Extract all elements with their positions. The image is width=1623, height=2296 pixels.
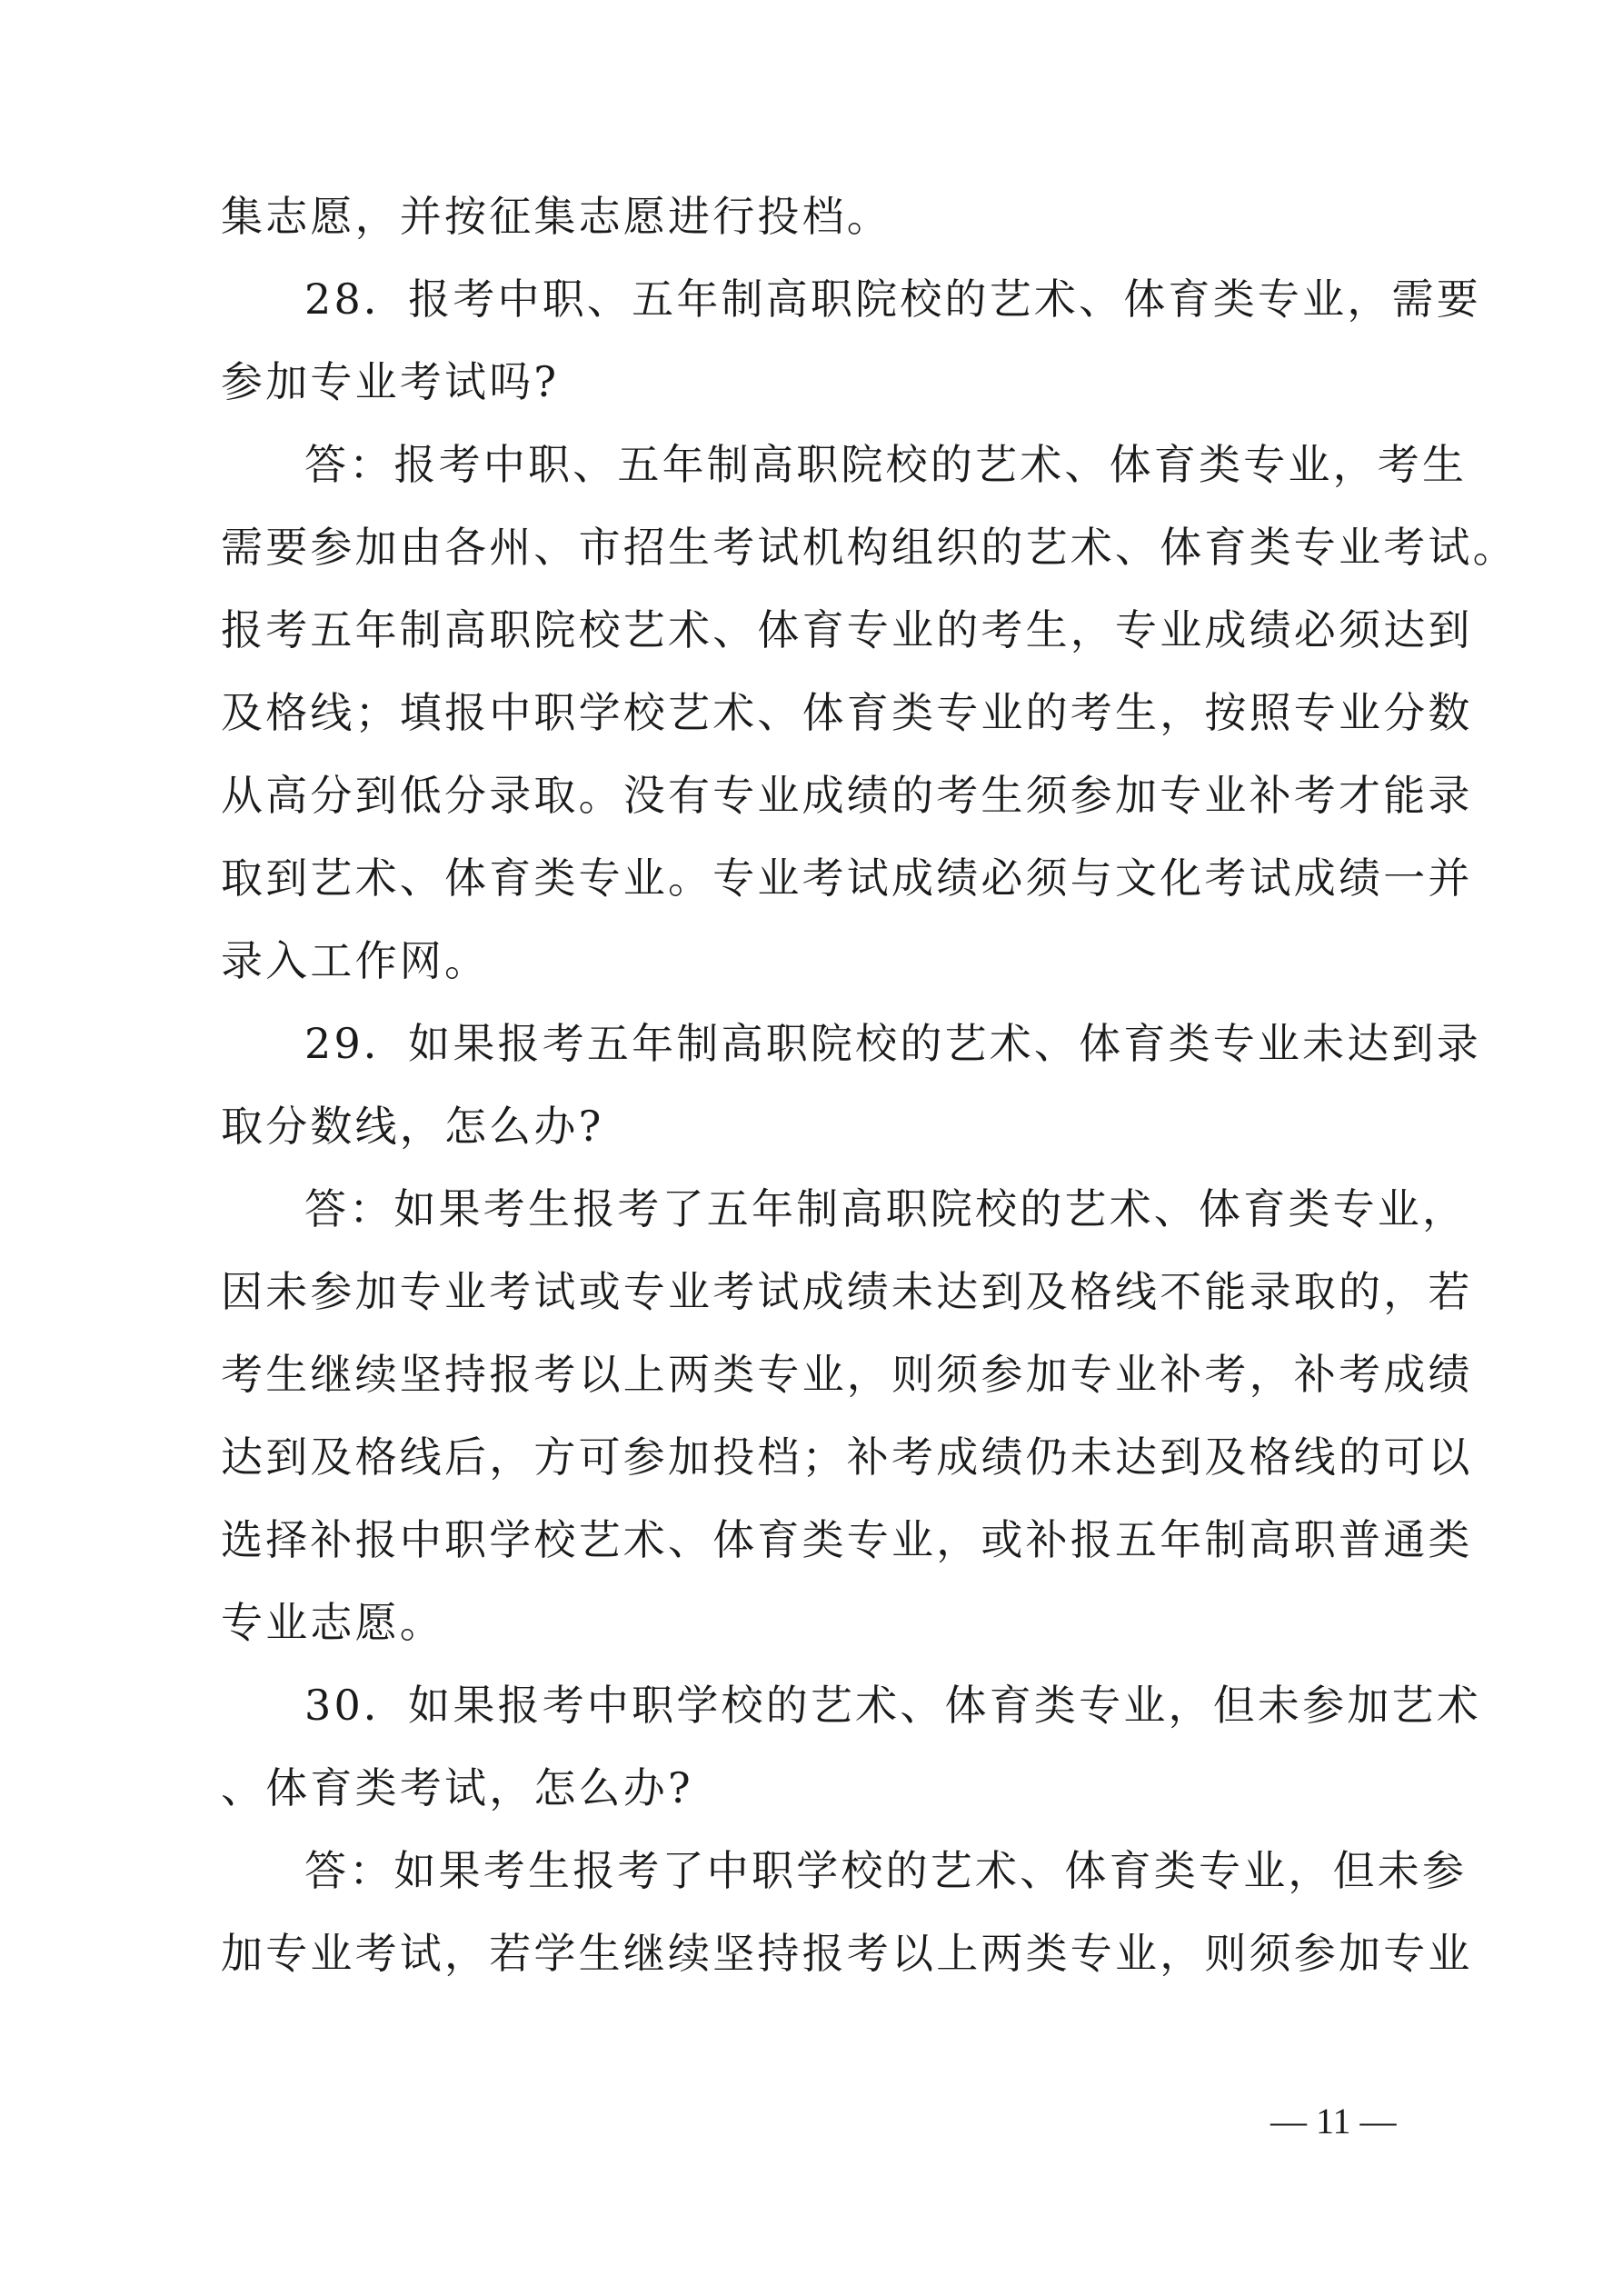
answer-29-line-1: 答：如果考生报考了五年制高职院校的艺术、体育类专业， [304,1184,1468,1233]
answer-29-line-5: 选择补报中职学校艺术、体育类专业，或补报五年制高职普通类 [221,1515,1473,1564]
question-30-line-2: 、体育类考试，怎么办? [221,1763,693,1812]
answer-29-line-6: 专业志愿。 [221,1598,444,1647]
question-29-line-1: 29．如果报考五年制高职院校的艺术、体育类专业未达到录 [304,1019,1481,1068]
answer-28-line-3: 报考五年制高职院校艺术、体育专业的考生，专业成绩必须达到 [221,605,1473,654]
text-line: 集志愿，并按征集志愿进行投档。 [221,192,891,241]
page-number: — 11 — [1270,2101,1397,2141]
answer-29-line-3: 考生继续坚持报考以上两类专业，则须参加专业补考，补考成绩 [221,1350,1473,1399]
answer-28-line-4: 及格线；填报中职学校艺术、体育类专业的考生，按照专业分数 [221,688,1473,737]
answer-30-line-1: 答：如果考生报考了中职学校的艺术、体育类专业，但未参 [304,1846,1468,1895]
answer-28-line-7: 录入工作网。 [221,936,490,985]
answer-28-line-5: 从高分到低分录取。没有专业成绩的考生须参加专业补考才能录 [221,771,1473,820]
body-text [221,175,1518,1995]
question-30-line-1: 30．如果报考中职学校的艺术、体育类专业，但未参加艺术 [304,1681,1481,1730]
answer-30-line-2: 加专业考试，若学生继续坚持报考以上两类专业，则须参加专业 [221,1929,1473,1978]
answer-29-line-2: 因未参加专业考试或专业考试成绩未达到及格线不能录取的，若 [221,1267,1473,1316]
question-28-line-1: 28．报考中职、五年制高职院校的艺术、体育类专业，需要 [304,275,1481,324]
answer-28-line-6: 取到艺术、体育类专业。专业考试成绩必须与文化考试成绩一并 [221,854,1473,903]
answer-29-line-4: 达到及格线后，方可参加投档；补考成绩仍未达到及格线的可以 [221,1433,1473,1482]
answer-28-line-1: 答：报考中职、五年制高职院校的艺术、体育类专业，考生 [304,440,1468,489]
answer-28-line-2: 需要参加由各州、市招生考试机构组织的艺术、体育类专业考试。 [221,523,1518,572]
question-29-line-2: 取分数线，怎么办? [221,1102,604,1151]
question-28-line-2: 参加专业考试吗? [221,357,560,406]
